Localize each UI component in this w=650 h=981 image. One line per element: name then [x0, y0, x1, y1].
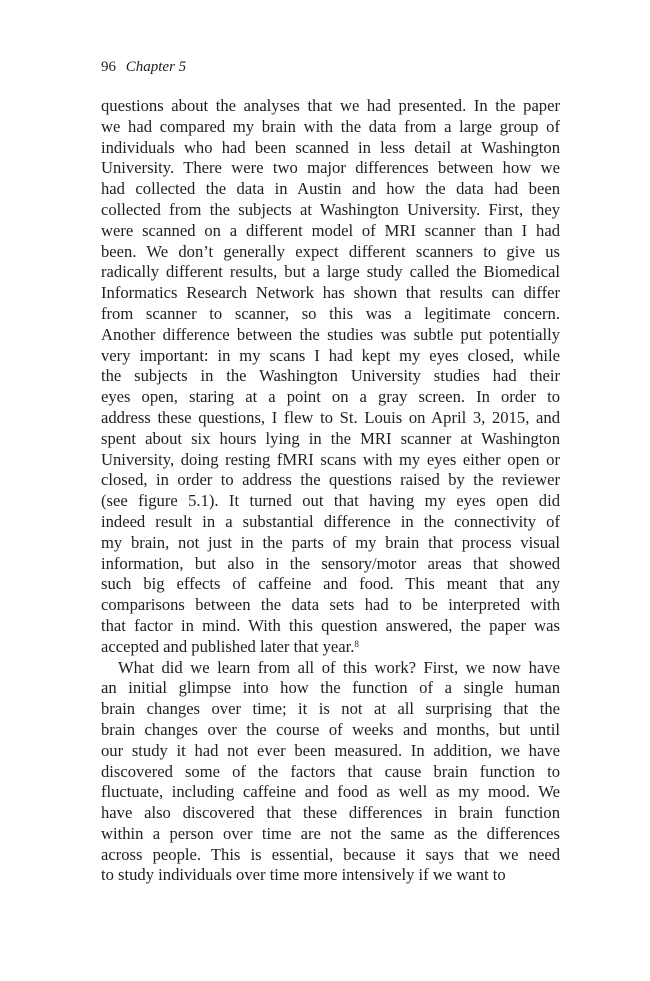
- footnote-marker[interactable]: 8: [354, 638, 359, 649]
- page-number: 96: [101, 59, 116, 75]
- text-line: [101, 158, 560, 179]
- text-line: [101, 304, 560, 325]
- line-text: What did we learn from all of this work? First, we now have: [118, 657, 560, 677]
- body-text: [101, 96, 560, 886]
- line-text: spent about six hours lying in the MRI scanner at Washington: [101, 428, 560, 448]
- text-line: [101, 762, 560, 783]
- line-text: collected from the subjects at Washington University. First, they: [101, 199, 560, 219]
- line-text: University, doing resting fMRI scans with my eyes either open or: [101, 449, 560, 469]
- text-line: [101, 346, 560, 367]
- text-line: [101, 720, 560, 741]
- line-text: comparisons between the data sets had to be interpreted with: [101, 595, 560, 615]
- line-text: closed, in order to address the questions raised by the reviewer: [101, 470, 560, 490]
- text-line: [101, 574, 560, 595]
- text-line: [101, 491, 560, 512]
- line-text: address these questions, I flew to St. Louis on April 3, 2015, and: [101, 407, 560, 427]
- line-text: an initial glimpse into how the function of a single human: [101, 678, 560, 698]
- text-line: [101, 803, 560, 824]
- running-head: [101, 58, 186, 76]
- line-text: were scanned on a different model of MRI scanner than I had: [101, 220, 560, 240]
- line-text: within a person over time are not the same as the differences: [101, 823, 560, 843]
- line-text: been. We don’t generally expect different scanners to give us: [101, 241, 560, 261]
- line-text: individuals who had been scanned in less detail at Washington: [101, 137, 560, 157]
- paragraph: [101, 96, 560, 658]
- text-line: [101, 595, 560, 616]
- line-text: we had compared my brain with the data from a large group of: [101, 116, 560, 136]
- line-text: questions about the analyses that we had presented. In the paper: [101, 96, 560, 115]
- line-text: brain changes over time; it is not at all surprising that the: [101, 699, 560, 719]
- text-line: [101, 242, 560, 263]
- line-text: across people. This is essential, because it says that we need: [101, 844, 560, 864]
- text-line: [101, 782, 560, 803]
- line-text: very important: in my scans I had kept my eyes closed, while: [101, 345, 560, 365]
- text-line: [101, 179, 560, 200]
- text-line: [101, 824, 560, 845]
- line-text: accepted and published later that year.: [101, 636, 355, 656]
- text-line: [101, 637, 560, 658]
- line-text: indeed result in a substantial difference in the connectivity of: [101, 511, 560, 531]
- text-line: [101, 200, 560, 221]
- line-text: that factor in mind. With this question answered, the paper was: [101, 615, 560, 635]
- text-line: [101, 678, 560, 699]
- line-text: Informatics Research Network has shown that results can differ: [101, 283, 560, 303]
- line-text: discovered some of the factors that cause brain function to: [101, 761, 560, 781]
- line-text: radically different results, but a large study called the Biomedical: [101, 262, 560, 282]
- paragraph: [101, 658, 560, 887]
- text-line: [101, 658, 560, 679]
- line-text: our study it had not ever been measured. In addition, we have: [101, 740, 560, 760]
- line-text: my brain, not just in the parts of my brain that process visual: [101, 532, 560, 552]
- text-line: [101, 554, 560, 575]
- text-line: [101, 283, 560, 304]
- text-line: [101, 96, 560, 117]
- line-text: to study individuals over time more intensively if we want to: [101, 865, 506, 885]
- line-text: such big effects of caffeine and food. This meant that any: [101, 574, 560, 594]
- line-text: eyes open, staring at a point on a gray screen. In order to: [101, 387, 560, 407]
- line-text: information, but also in the sensory/motor areas that showed: [101, 553, 560, 573]
- line-text: brain changes over the course of weeks and months, but until: [101, 719, 560, 739]
- text-line: [101, 387, 560, 408]
- line-text: Another difference between the studies was subtle put potentially: [101, 324, 560, 344]
- line-text: (see figure 5.1). It turned out that having my eyes open did: [101, 491, 560, 511]
- line-text: from scanner to scanner, so this was a legitimate concern.: [101, 303, 560, 323]
- line-text: had collected the data in Austin and how the data had been: [101, 179, 560, 199]
- line-text: University. There were two major differences between how we: [101, 158, 560, 178]
- text-line: [101, 221, 560, 242]
- text-line: [101, 325, 560, 346]
- text-line: [101, 512, 560, 533]
- text-line: [101, 470, 560, 491]
- line-text: the subjects in the Washington University studies had their: [101, 366, 560, 386]
- text-line: [101, 845, 560, 866]
- chapter-title: Chapter 5: [125, 59, 187, 75]
- text-line: [101, 741, 560, 762]
- text-line: [101, 616, 560, 637]
- text-line: [101, 533, 560, 554]
- text-line: [101, 699, 560, 720]
- text-line: [101, 408, 560, 429]
- text-line: [101, 262, 560, 283]
- text-line: [101, 429, 560, 450]
- line-text: fluctuate, including caffeine and food as well as my mood. We: [101, 782, 560, 802]
- text-line: [101, 138, 560, 159]
- text-line: [101, 366, 560, 387]
- text-line: [101, 865, 560, 886]
- line-text: have also discovered that these differences in brain function: [101, 803, 560, 823]
- text-line: [101, 117, 560, 138]
- text-line: [101, 450, 560, 471]
